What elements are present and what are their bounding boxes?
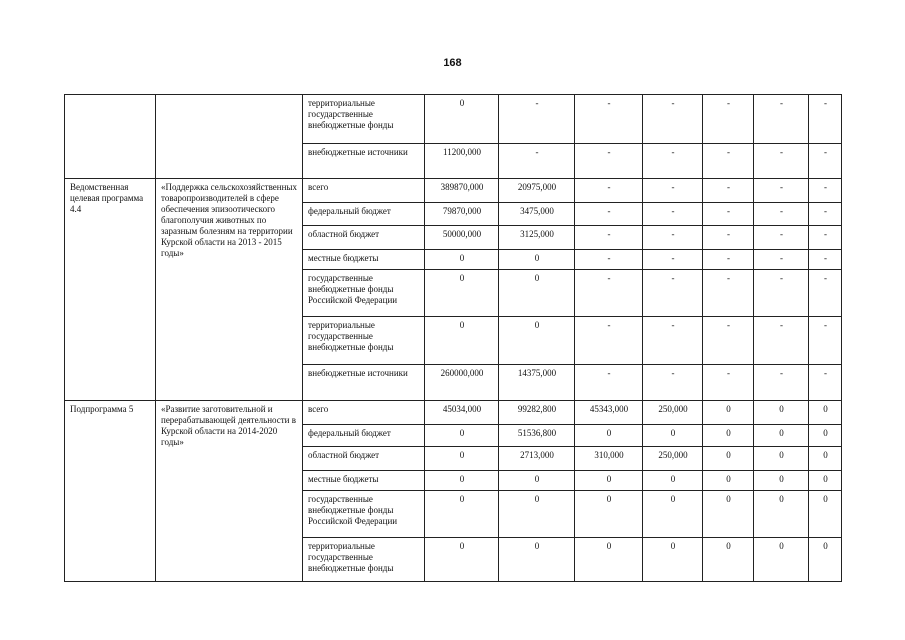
value-cell: - — [575, 365, 643, 401]
value-cell: 3475,000 — [499, 203, 575, 226]
value-cell: - — [499, 144, 575, 179]
value-cell: - — [643, 203, 703, 226]
value-cell: 20975,000 — [499, 179, 575, 203]
value-cell: 14375,000 — [499, 365, 575, 401]
funding-source-cell: государственные внебюджетные фонды Российской Федерации — [303, 491, 425, 538]
value-cell: 0 — [499, 538, 575, 582]
program-name-cell: Подпрограмма 5 — [65, 401, 156, 582]
program-description-cell: «Поддержка сельскохозяйственных товаропроизводителей в сфере обеспечения эпизоотического благополучия животных по заразным болезням на территории Курской области на 2013 - 2015 годы» — [156, 179, 303, 401]
value-cell: - — [703, 365, 754, 401]
value-cell: - — [643, 270, 703, 317]
value-cell: - — [575, 95, 643, 144]
value-cell: 0 — [703, 471, 754, 491]
value-cell: 0 — [499, 491, 575, 538]
value-cell: - — [754, 317, 809, 365]
table-row — [65, 179, 842, 203]
value-cell: 0 — [643, 538, 703, 582]
value-cell: 0 — [754, 538, 809, 582]
funding-source-cell: областной бюджет — [303, 226, 425, 250]
value-cell: - — [575, 317, 643, 365]
funding-source-cell: федеральный бюджет — [303, 203, 425, 226]
value-cell: 0 — [809, 491, 842, 538]
value-cell: 0 — [499, 317, 575, 365]
value-cell: 11200,000 — [425, 144, 499, 179]
funding-source-cell: всего — [303, 179, 425, 203]
value-cell: 0 — [425, 538, 499, 582]
value-cell: - — [809, 95, 842, 144]
program-description-cell: «Развитие заготовительной и перерабатывающей деятельности в Курской области на 2014-2020 годы» — [156, 401, 303, 582]
funding-source-cell: местные бюджеты — [303, 471, 425, 491]
value-cell: - — [703, 270, 754, 317]
value-cell: - — [703, 144, 754, 179]
value-cell: - — [809, 179, 842, 203]
value-cell: 45034,000 — [425, 401, 499, 425]
value-cell: 389870,000 — [425, 179, 499, 203]
value-cell: - — [643, 226, 703, 250]
value-cell: 0 — [425, 447, 499, 471]
value-cell: - — [703, 250, 754, 270]
value-cell: 0 — [499, 270, 575, 317]
value-cell: 0 — [754, 401, 809, 425]
value-cell: 0 — [575, 425, 643, 447]
value-cell: 250,000 — [643, 447, 703, 471]
table-row — [65, 95, 842, 144]
value-cell: - — [754, 250, 809, 270]
value-cell: - — [754, 203, 809, 226]
value-cell: 0 — [809, 538, 842, 582]
value-cell: - — [809, 203, 842, 226]
value-cell: - — [499, 95, 575, 144]
value-cell: 2713,000 — [499, 447, 575, 471]
funding-source-cell: территориальные государственные внебюджетные фонды — [303, 538, 425, 582]
funding-source-cell: областной бюджет — [303, 447, 425, 471]
program-description-cell — [156, 95, 303, 179]
value-cell: 0 — [703, 491, 754, 538]
value-cell: 0 — [703, 538, 754, 582]
value-cell: 0 — [425, 270, 499, 317]
value-cell: - — [754, 270, 809, 317]
value-cell: - — [703, 95, 754, 144]
value-cell: - — [754, 144, 809, 179]
value-cell: - — [703, 203, 754, 226]
value-cell: 0 — [425, 425, 499, 447]
value-cell: - — [754, 179, 809, 203]
value-cell: 0 — [425, 491, 499, 538]
value-cell: 0 — [754, 425, 809, 447]
value-cell: - — [809, 144, 842, 179]
value-cell: 99282,800 — [499, 401, 575, 425]
value-cell: - — [754, 95, 809, 144]
value-cell: 79870,000 — [425, 203, 499, 226]
value-cell: 0 — [809, 401, 842, 425]
value-cell: 0 — [425, 471, 499, 491]
value-cell: 0 — [575, 471, 643, 491]
value-cell: - — [809, 226, 842, 250]
funding-source-cell: всего — [303, 401, 425, 425]
funding-table — [64, 94, 842, 582]
funding-source-cell: территориальные государственные внебюджетные фонды — [303, 317, 425, 365]
program-name-cell — [65, 95, 156, 179]
table-row — [65, 401, 842, 425]
value-cell: 3125,000 — [499, 226, 575, 250]
value-cell: 0 — [425, 317, 499, 365]
value-cell: 0 — [425, 95, 499, 144]
value-cell: 0 — [425, 250, 499, 270]
value-cell: 51536,800 — [499, 425, 575, 447]
value-cell: 0 — [499, 250, 575, 270]
value-cell: - — [575, 226, 643, 250]
value-cell: - — [809, 270, 842, 317]
value-cell: 0 — [643, 491, 703, 538]
funding-source-cell: территориальные государственные внебюджетные фонды — [303, 95, 425, 144]
funding-source-cell: федеральный бюджет — [303, 425, 425, 447]
value-cell: - — [643, 179, 703, 203]
value-cell: - — [643, 250, 703, 270]
value-cell: 0 — [703, 425, 754, 447]
value-cell: 0 — [643, 425, 703, 447]
funding-source-cell: местные бюджеты — [303, 250, 425, 270]
value-cell: - — [703, 179, 754, 203]
value-cell: - — [643, 95, 703, 144]
value-cell: - — [643, 144, 703, 179]
value-cell: - — [809, 365, 842, 401]
value-cell: - — [809, 250, 842, 270]
value-cell: - — [643, 365, 703, 401]
value-cell: 0 — [809, 447, 842, 471]
value-cell: 0 — [754, 471, 809, 491]
value-cell: - — [575, 179, 643, 203]
value-cell: - — [575, 144, 643, 179]
value-cell: 250,000 — [643, 401, 703, 425]
value-cell: 260000,000 — [425, 365, 499, 401]
value-cell: - — [575, 250, 643, 270]
value-cell: 0 — [499, 471, 575, 491]
value-cell: - — [703, 226, 754, 250]
value-cell: - — [703, 317, 754, 365]
value-cell: 50000,000 — [425, 226, 499, 250]
value-cell: 0 — [809, 425, 842, 447]
value-cell: - — [575, 203, 643, 226]
value-cell: 0 — [754, 491, 809, 538]
page-number: 168 — [443, 57, 462, 69]
value-cell: 0 — [754, 447, 809, 471]
value-cell: - — [754, 365, 809, 401]
funding-source-cell: государственные внебюджетные фонды Российской Федерации — [303, 270, 425, 317]
funding-source-cell: внебюджетные источники — [303, 365, 425, 401]
value-cell: 0 — [575, 491, 643, 538]
value-cell: 0 — [643, 471, 703, 491]
value-cell: - — [754, 226, 809, 250]
funding-source-cell: внебюджетные источники — [303, 144, 425, 179]
program-name-cell: Ведомственная целевая программа 4.4 — [65, 179, 156, 401]
value-cell: 45343,000 — [575, 401, 643, 425]
value-cell: - — [643, 317, 703, 365]
value-cell: 0 — [703, 447, 754, 471]
value-cell: - — [575, 270, 643, 317]
value-cell: - — [809, 317, 842, 365]
value-cell: 0 — [575, 538, 643, 582]
value-cell: 0 — [809, 471, 842, 491]
value-cell: 0 — [703, 401, 754, 425]
value-cell: 310,000 — [575, 447, 643, 471]
